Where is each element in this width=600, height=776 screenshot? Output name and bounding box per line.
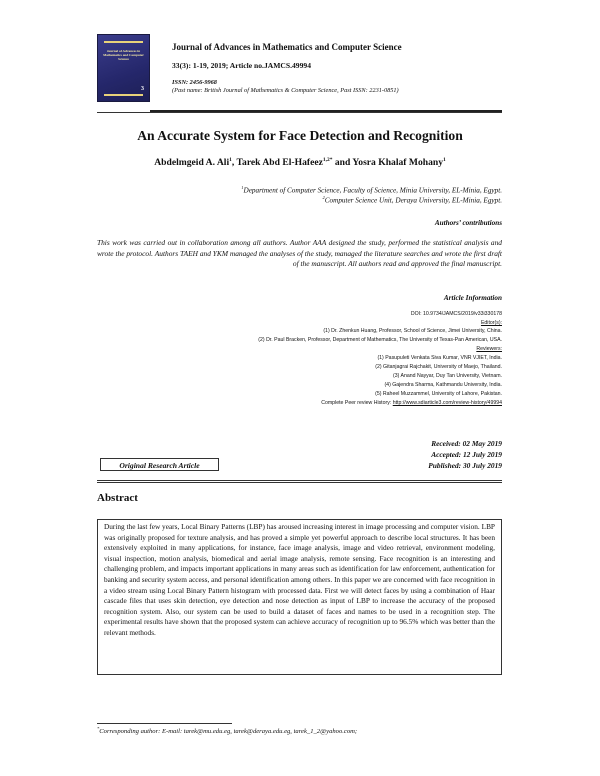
- author-name: Yosra Khalaf Mohany: [352, 157, 444, 169]
- editor-line: (1) Dr. Zhenkun Huang, Professor, School of Science, Jimei University, China.: [323, 328, 502, 334]
- author-name: Abdelmgeid A. Ali: [154, 157, 230, 169]
- published-date: Published: 30 July 2019: [428, 461, 502, 470]
- section-rule: [97, 482, 502, 483]
- paper-title: An Accurate System for Face Detection and Recognition: [137, 128, 463, 143]
- reviewer-line: (1) Pasupuleti Venkata Siva Kumar, VNR VJIET, India.: [377, 355, 502, 361]
- peer-review-line: [321, 400, 502, 406]
- author-sup: 1: [229, 157, 232, 163]
- abstract-heading: Abstract: [97, 492, 138, 504]
- section-rule: [97, 480, 502, 481]
- abstract-box: [97, 519, 502, 675]
- editors-label-text: Editor(s):: [480, 320, 502, 326]
- author-sup: 1: [443, 157, 446, 163]
- affiliation-text: Department of Computer Science, Faculty of Science, Minia University, EL-Minia, Egypt.: [243, 186, 502, 195]
- affiliation-1: [241, 185, 502, 194]
- author-name: Tarek Abd El-Hafeez: [236, 157, 323, 169]
- abstract-text: During the last few years, Local Binary Patterns (LBP) has aroused increasing interest in image processing and computer vision. LBP was originally proposed for texture analysis, and has proved a simple yet powerful approach to describe local structures. It has been extensively exploited in many applications, for instance, face image analysis, image and video retrieval, environment modeling, visual inspection, motion analysis, biomedical and aerial image analysis, remote sensing. Face recognition is an interesting and challenging problem, and impacts important applications in many areas such as identification for law enforcement, authentication for banking and security system access, and personal identification among others. In this paper we are concerned with face recognition in a video stream using Local Binary Pattern histogram with processed data. First we will detect faces by using a combination of Haar cascade files that uses skin detection, eye detection and nose detection as input of LBP to increase the accuracy of the proposed recognition system. Also, our system can be used to build a dataset of faces and names to be used in a recognition step. The experimental results have shown that the proposed system can achieve accuracy of recognition up to 96.5% which was better than the relevant methods.: [104, 522, 495, 637]
- article-type-badge: Original Research Article: [100, 458, 219, 471]
- editors-label: [481, 320, 502, 326]
- footnote-text: Corresponding author: E-mail: tarek@mu.edu.eg, tarek@deraya.edu.eg, tarek_1_2@yahoo.com;: [99, 728, 358, 736]
- footnote-rule: [97, 723, 232, 724]
- issn-line: ISSN: 2456-9968: [172, 79, 217, 86]
- affiliation-2: [322, 195, 502, 204]
- past-name-line: (Past name: British Journal of Mathematics & Computer Science, Past ISSN: 2231-0851): [172, 87, 399, 94]
- peer-review-link[interactable]: http://www.sdiarticle3.com/review-history/49994: [392, 400, 502, 406]
- author-sup: 1,2*: [322, 157, 333, 163]
- header-rule: [97, 112, 502, 113]
- affiliation-sup: 1: [241, 185, 244, 190]
- received-date: Received: 02 May 2019: [431, 439, 502, 448]
- contributions-text: This work was carried out in collaboration among all authors. Author AAA designed the study, performed the statistical analysis and wrote the protocol. Authors TAEH and YKM managed the analyses of the study, managed the literature searches and wrote the first draft of the manuscript. All authors read and approved the final manuscript.: [97, 238, 502, 269]
- author-list: [0, 157, 600, 168]
- editor-line: (2) Dr. Paul Bracken, Professor, Department of Mathematics, The University of Texas-Pan American, USA.: [258, 337, 502, 343]
- journal-title: Journal of Advances in Mathematics and Computer Science: [172, 42, 402, 52]
- footnote-sup: *: [97, 726, 100, 731]
- reviewer-line: (4) Gajendra Sharma, Kathmandu University, India.: [384, 382, 502, 388]
- cover-number: 3: [141, 86, 144, 92]
- journal-cover-image: [97, 34, 150, 102]
- reviewer-line: (3) Anand Nayyar, Duy Tan University, Vietnam.: [393, 373, 502, 379]
- article-info-heading: Article Information: [443, 294, 502, 302]
- reviewers-label: [476, 346, 502, 352]
- affiliation-text: Computer Science Unit, Deraya University, EL-Minia, Egypt.: [324, 196, 502, 205]
- accepted-date: Accepted: 12 July 2019: [431, 450, 502, 459]
- affiliation-sup: 2: [322, 195, 325, 200]
- contributions-heading: Authors’ contributions: [434, 219, 502, 227]
- author-separator: and: [332, 157, 353, 169]
- reviewer-line: (2) Gitanjagrai Rajchakit, University of Maejo, Thailand.: [375, 364, 502, 370]
- reviewer-line: (5) Raheel Muzzammel, University of Lahore, Pakistan.: [375, 391, 502, 397]
- author-separator: ,: [231, 157, 237, 169]
- cover-text: Journal of Advances in Mathematics and Computer Science: [103, 49, 144, 61]
- footnote: [97, 726, 357, 735]
- peer-review-label: Complete Peer review History:: [321, 400, 393, 406]
- reviewers-label-text: Reviewers:: [476, 346, 502, 352]
- doi-line: DOI: 10.9734/JAMCS/2019/v33i330178: [410, 311, 502, 317]
- issue-line: 33(3): 1-19, 2019; Article no.JAMCS.49994: [172, 61, 311, 70]
